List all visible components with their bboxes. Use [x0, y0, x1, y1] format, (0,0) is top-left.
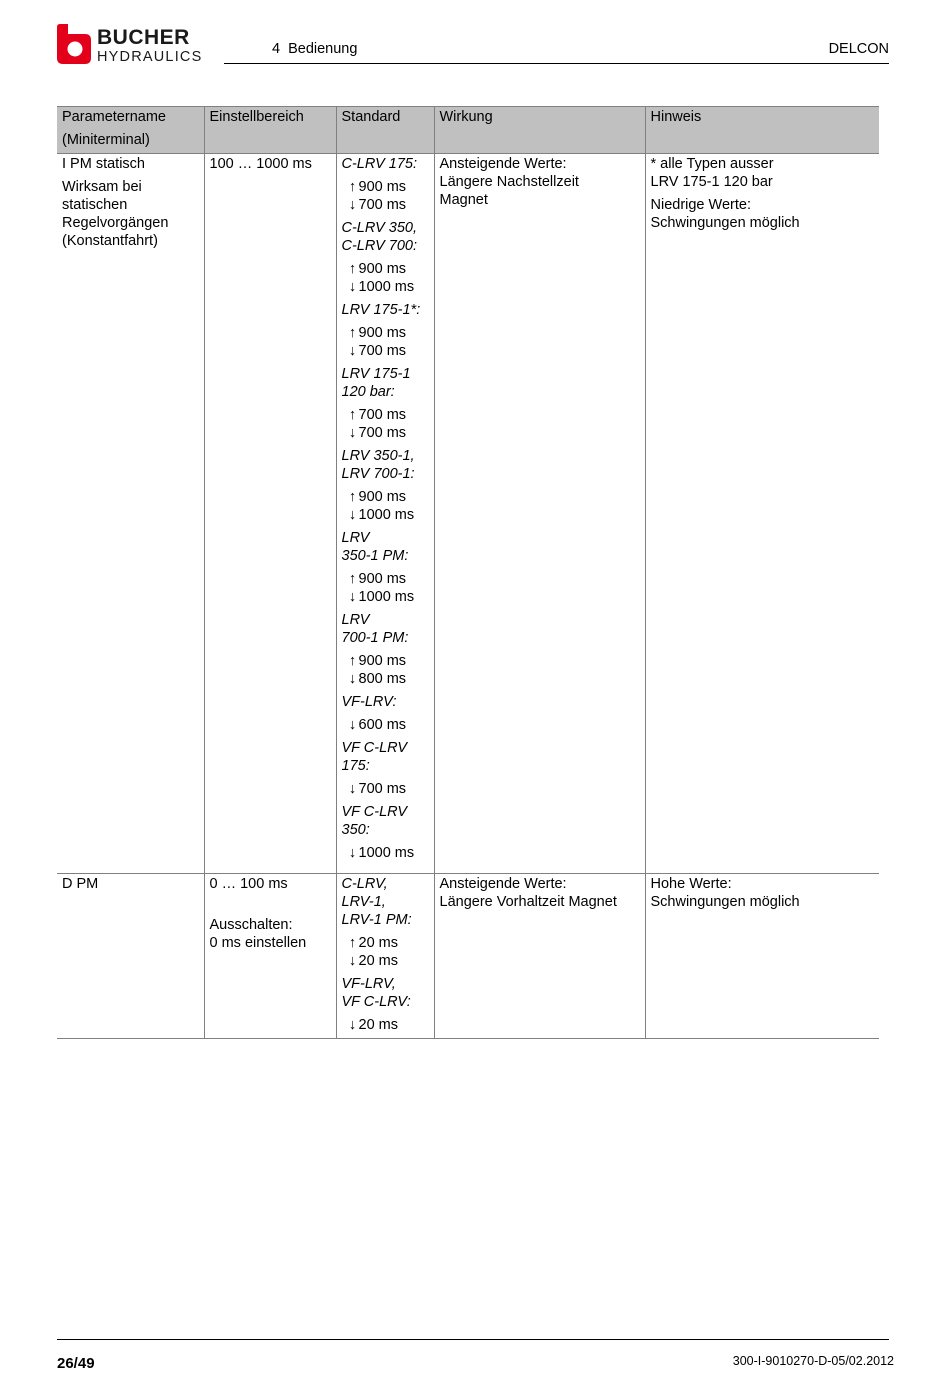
standard-value-text: 20 ms [358, 953, 398, 969]
arrow-down-icon: ↓ [348, 845, 357, 861]
standard-value [342, 488, 429, 506]
table-row [57, 154, 879, 874]
standard-type [342, 301, 429, 319]
arrow-up-icon: ↑ [348, 179, 357, 195]
standard-type-line: 350: [341, 822, 370, 838]
arrow-down-icon: ↓ [348, 425, 357, 441]
standard-type-line: C-LRV 700: [341, 238, 417, 254]
header-divider [224, 63, 889, 64]
standard-type [342, 219, 429, 255]
effect-line: Längere Nachstellzeit [439, 174, 579, 190]
cell-einstellbereich [204, 874, 336, 1039]
standard-value [342, 934, 429, 952]
parameter-name: I PM statisch [62, 156, 145, 172]
col-header-wirkung: Wirkung [434, 107, 645, 154]
standard-type [342, 611, 429, 647]
standard-value-text: 20 ms [358, 935, 398, 951]
standard-value-text: 700 ms [358, 781, 407, 797]
chapter-title: Bedienung [288, 41, 358, 57]
description-line: Regelvorgängen [62, 215, 169, 231]
table-header-row [57, 107, 879, 154]
standard-type-line: VF-LRV, [341, 976, 396, 992]
document-id: 300-I-9010270-D-05/02.2012 [732, 1354, 894, 1368]
standard-value-text: 1000 ms [358, 507, 415, 523]
standard-value-text: 700 ms [358, 425, 407, 441]
chapter-number: 4 [272, 41, 281, 57]
standard-type-line: VF-LRV: [341, 694, 397, 710]
standard-type-line: C-LRV 350, [341, 220, 417, 236]
effect-line: Magnet [439, 192, 488, 208]
standard-type-line: 120 bar: [341, 384, 395, 400]
standard-type-line: 350-1 PM: [341, 548, 409, 564]
cell-hinweis [645, 874, 879, 1039]
standard-type-line: LRV 175-1 [341, 366, 411, 382]
standard-value-text: 1000 ms [358, 845, 415, 861]
col-header-standard: Standard [336, 107, 434, 154]
description-line: Wirksam bei [62, 179, 142, 195]
standard-type-line: VF C-LRV: [341, 994, 411, 1010]
parameter-name: D PM [62, 876, 99, 892]
standard-type [342, 693, 429, 711]
standard-value [342, 278, 429, 296]
note-line: Schwingungen möglich [650, 215, 800, 231]
cell-standard [336, 874, 434, 1039]
standard-type-line: LRV-1, [341, 894, 386, 910]
standard-type-line: LRV 700-1: [341, 466, 415, 482]
standard-value-text: 900 ms [358, 489, 407, 505]
cell-parametername [57, 154, 204, 874]
chapter-heading [272, 41, 365, 57]
arrow-down-icon: ↓ [348, 343, 357, 359]
standard-value-text: 700 ms [358, 407, 407, 423]
note-line: * alle Typen ausser [650, 156, 774, 172]
standard-type-line: LRV [341, 530, 370, 546]
standard-type-line: C-LRV, [341, 876, 388, 892]
standard-type-line: LRV [341, 612, 370, 628]
standard-value [342, 196, 429, 214]
standard-value-text: 700 ms [358, 197, 407, 213]
standard-value [342, 506, 429, 524]
arrow-up-icon: ↑ [348, 325, 357, 341]
range-line: 100 … 1000 ms [209, 156, 312, 172]
standard-value [342, 570, 429, 588]
page-number: 26/49 [57, 1355, 95, 1372]
standard-type-line: VF C-LRV [341, 804, 408, 820]
arrow-down-icon: ↓ [348, 589, 357, 605]
standard-value-text: 600 ms [358, 717, 407, 733]
effect-line: Ansteigende Werte: [439, 876, 567, 892]
arrow-down-icon: ↓ [348, 279, 357, 295]
standard-type [342, 875, 429, 929]
note-block [651, 196, 875, 232]
standard-type [342, 975, 429, 1011]
cell-standard [336, 154, 434, 874]
cell-wirkung [434, 154, 645, 874]
effect-line: Ansteigende Werte: [439, 156, 567, 172]
standard-type [342, 155, 429, 173]
standard-value [342, 670, 429, 688]
description-line: statischen [62, 197, 128, 213]
col-header-subtitle: (Miniterminal) [62, 132, 150, 148]
cell-einstellbereich [204, 154, 336, 874]
note-line: LRV 175-1 120 bar [650, 174, 773, 190]
col-header-hinweis: Hinweis [645, 107, 879, 154]
standard-value-text: 800 ms [358, 671, 407, 687]
arrow-up-icon: ↑ [348, 489, 357, 505]
standard-type [342, 529, 429, 565]
standard-value [342, 324, 429, 342]
standard-value [342, 342, 429, 360]
footer-divider [57, 1339, 889, 1340]
standard-value-text: 700 ms [358, 343, 407, 359]
standard-type [342, 803, 429, 839]
brand-line2: HYDRAULICS [97, 49, 203, 65]
standard-value-text: 1000 ms [358, 279, 415, 295]
col-header-parametername: Parametername (Miniterminal) [57, 107, 204, 154]
cell-hinweis [645, 154, 879, 874]
standard-type-line: 700-1 PM: [341, 630, 409, 646]
col-header-einstellbereich: Einstellbereich [204, 107, 336, 154]
description-line: (Konstantfahrt) [62, 233, 158, 249]
standard-type-line: LRV-1 PM: [341, 912, 412, 928]
arrow-down-icon: ↓ [348, 671, 357, 687]
standard-type-line: LRV 350-1, [341, 448, 415, 464]
bucher-hydraulics-logo [57, 24, 207, 66]
standard-type [342, 447, 429, 483]
note-block [651, 155, 875, 191]
cell-parametername [57, 874, 204, 1039]
arrow-up-icon: ↑ [348, 653, 357, 669]
range-extra-line: Ausschalten: [209, 917, 293, 933]
standard-type [342, 365, 429, 401]
note-line: Hohe Werte: [650, 876, 732, 892]
standard-value [342, 406, 429, 424]
standard-type [342, 739, 429, 775]
arrow-up-icon: ↑ [348, 571, 357, 587]
arrow-down-icon: ↓ [348, 507, 357, 523]
product-name: DELCON [828, 41, 889, 57]
standard-value-text: 900 ms [358, 261, 407, 277]
standard-value-text: 1000 ms [358, 589, 415, 605]
standard-value-text: 900 ms [358, 179, 407, 195]
cell-wirkung [434, 874, 645, 1039]
arrow-up-icon: ↑ [348, 935, 357, 951]
standard-value [342, 178, 429, 196]
bucher-logo-icon [57, 24, 91, 64]
range-extra [210, 916, 331, 952]
note-block [651, 875, 875, 911]
standard-value [342, 952, 429, 970]
brand-line1: BUCHER [97, 26, 190, 49]
parameter-table [57, 106, 879, 1039]
standard-type-line: LRV 175-1*: [341, 302, 421, 318]
standard-value-text: 900 ms [358, 325, 407, 341]
arrow-down-icon: ↓ [348, 717, 357, 733]
table-row [57, 874, 879, 1039]
arrow-up-icon: ↑ [348, 407, 357, 423]
range-extra-line: 0 ms einstellen [209, 935, 307, 951]
standard-value [342, 780, 429, 798]
standard-value-text: 900 ms [358, 653, 407, 669]
standard-value [342, 652, 429, 670]
standard-value [342, 844, 429, 862]
arrow-down-icon: ↓ [348, 1017, 357, 1033]
range-line: 0 … 100 ms [209, 876, 288, 892]
standard-value [342, 716, 429, 734]
arrow-down-icon: ↓ [348, 953, 357, 969]
note-line: Niedrige Werte: [650, 197, 751, 213]
standard-type-line: C-LRV 175: [341, 156, 417, 172]
standard-type-line: 175: [341, 758, 370, 774]
note-line: Schwingungen möglich [650, 894, 800, 910]
parameter-description [62, 178, 199, 250]
standard-value [342, 424, 429, 442]
arrow-down-icon: ↓ [348, 197, 357, 213]
standard-value [342, 260, 429, 278]
standard-type-line: VF C-LRV [341, 740, 408, 756]
arrow-up-icon: ↑ [348, 261, 357, 277]
standard-value-text: 20 ms [358, 1017, 398, 1033]
standard-value-text: 900 ms [358, 571, 407, 587]
standard-value [342, 588, 429, 606]
standard-value [342, 1016, 429, 1034]
arrow-down-icon: ↓ [348, 781, 357, 797]
effect-line: Längere Vorhaltzeit Magnet [439, 894, 617, 910]
